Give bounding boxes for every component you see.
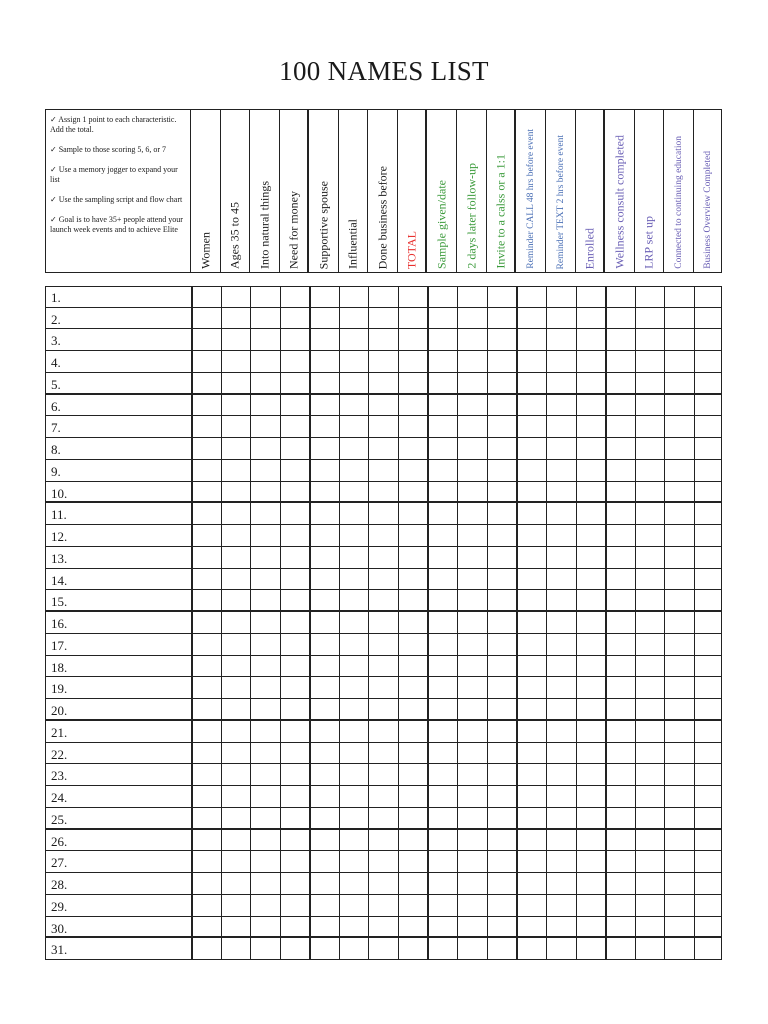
- row-number: 4.: [51, 355, 61, 371]
- row-number: 5.: [51, 376, 61, 392]
- row-number: 26.: [51, 833, 68, 849]
- grid-column-line: [546, 286, 547, 960]
- column-header: [635, 109, 664, 273]
- row-number: 22.: [51, 746, 68, 762]
- row-number: 7.: [51, 420, 61, 436]
- grid-column-line: [221, 286, 222, 960]
- row-number: 28.: [51, 877, 68, 893]
- grid-column-line: [427, 286, 429, 960]
- row-number: 13.: [51, 550, 68, 566]
- column-header: [280, 109, 309, 273]
- column-header: [664, 109, 694, 273]
- column-header-label: Invite to a calss or a 1:1: [493, 154, 507, 269]
- instruction-4: ✓ Use the sampling script and flow chart: [50, 195, 183, 204]
- page-title: 100 NAMES LIST: [279, 56, 489, 86]
- column-header-label: Sample given/date: [434, 180, 448, 269]
- table-row: [45, 438, 722, 460]
- instruction-2: ✓ Sample to those scoring 5, 6, or 7: [50, 145, 167, 154]
- row-number: 19.: [51, 681, 68, 697]
- table-row: [45, 286, 722, 308]
- column-header: [605, 109, 635, 273]
- table-row: [45, 786, 722, 808]
- column-header: [398, 109, 427, 273]
- table-row: [45, 764, 722, 786]
- grid-column-line: [664, 286, 665, 960]
- table-row: [45, 873, 722, 895]
- column-header-label: Connected to continuing education: [673, 136, 684, 269]
- row-number: 16.: [51, 616, 68, 632]
- instructions-panel: [45, 109, 191, 273]
- row-number: 11.: [51, 507, 67, 523]
- column-header-label: Business Overview Completed: [702, 151, 713, 269]
- column-header-label: Ages 35 to 45: [227, 202, 242, 269]
- table-row: [45, 851, 722, 873]
- grid-column-line: [309, 286, 311, 960]
- grid-column-line: [398, 286, 399, 960]
- table-row: [45, 917, 722, 939]
- column-header: [368, 109, 398, 273]
- table-row: [45, 895, 722, 917]
- column-header-label: Reminder TEXT 2 hrs before event: [555, 134, 566, 269]
- column-header: [694, 109, 722, 273]
- instruction-5: ✓ Goal is to have 35+ people attend your launch week events and to achieve Elite: [50, 215, 183, 234]
- row-number: 21.: [51, 724, 68, 740]
- table-row: [45, 721, 722, 743]
- table-row: [45, 830, 722, 852]
- row-number: 8.: [51, 442, 61, 458]
- table-row: [45, 351, 722, 373]
- table-row: [45, 308, 722, 330]
- table-row: [45, 590, 722, 612]
- column-header: [309, 109, 339, 273]
- row-number: 2.: [51, 311, 61, 327]
- column-header-label: Enrolled: [582, 227, 596, 269]
- row-number: 23.: [51, 768, 68, 784]
- grid-column-line: [605, 286, 607, 960]
- column-header: [487, 109, 516, 273]
- table-row: [45, 656, 722, 678]
- row-number: 10.: [51, 485, 68, 501]
- table-row: [45, 634, 722, 656]
- table-row: [45, 547, 722, 569]
- table-row: [45, 612, 722, 634]
- row-number: 30.: [51, 920, 68, 936]
- grid-column-line: [191, 286, 193, 960]
- column-header-label: Reminder CALL 48 hrs before event: [525, 129, 536, 269]
- column-header-label: LRP set up: [641, 216, 656, 269]
- row-number: 17.: [51, 637, 68, 653]
- table-row: [45, 743, 722, 765]
- column-header: [339, 109, 368, 273]
- table-row: [45, 482, 722, 504]
- grid-column-line: [280, 286, 281, 960]
- table-row: [45, 503, 722, 525]
- grid-column-line: [516, 286, 518, 960]
- column-header: [250, 109, 280, 273]
- grid-column-line: [576, 286, 577, 960]
- table-row: [45, 525, 722, 547]
- row-number: 20.: [51, 703, 68, 719]
- column-header-label: Women: [198, 231, 212, 269]
- row-number: 9.: [51, 463, 61, 479]
- row-number: 18.: [51, 659, 68, 675]
- column-header: [221, 109, 250, 273]
- column-header-label: Into natural things: [257, 181, 271, 269]
- row-number: 6.: [51, 398, 61, 414]
- instruction-3: ✓ Use a memory jogger to expand your list: [50, 165, 178, 184]
- column-header-label: 2 days later follow-up: [464, 163, 478, 269]
- table-row: [45, 460, 722, 482]
- table-row: [45, 373, 722, 395]
- column-header: [516, 109, 546, 273]
- column-header-label: Done business before: [375, 165, 389, 269]
- table-row: [45, 569, 722, 591]
- column-header-label: Supportive spouse: [316, 180, 330, 269]
- table-row: [45, 938, 722, 960]
- instruction-1: ✓ Assign 1 point to each characteristic. Add the total.: [50, 115, 177, 134]
- grid-column-line: [635, 286, 636, 960]
- column-header: [576, 109, 605, 273]
- row-number: 14.: [51, 572, 68, 588]
- grid-column-line: [250, 286, 251, 960]
- column-header-label: Need for money: [286, 191, 300, 269]
- row-number: 24.: [51, 790, 68, 806]
- grid-column-line: [457, 286, 458, 960]
- table-row: [45, 699, 722, 721]
- row-number: 1.: [51, 290, 61, 305]
- column-header-label: Wellness consult completed: [612, 135, 626, 269]
- grid-column-line: [339, 286, 340, 960]
- column-header: [191, 109, 221, 273]
- row-number: 15.: [51, 594, 68, 610]
- row-number: 25.: [51, 811, 68, 827]
- column-header: [457, 109, 487, 273]
- table-row: [45, 416, 722, 438]
- grid-column-line: [487, 286, 488, 960]
- row-number: 27.: [51, 855, 68, 871]
- row-number: 12.: [51, 529, 68, 545]
- table-row: [45, 808, 722, 830]
- column-header: [546, 109, 576, 273]
- table-row: [45, 677, 722, 699]
- column-header-label: Influential: [345, 219, 360, 269]
- table-row: [45, 329, 722, 351]
- table-row: [45, 395, 722, 417]
- row-number: 29.: [51, 898, 68, 914]
- grid-column-line: [368, 286, 369, 960]
- column-header: [427, 109, 457, 273]
- row-number: 31.: [51, 942, 68, 958]
- grid-column-line: [694, 286, 695, 960]
- column-header-label: TOTAL: [404, 230, 418, 269]
- row-number: 3.: [51, 333, 61, 349]
